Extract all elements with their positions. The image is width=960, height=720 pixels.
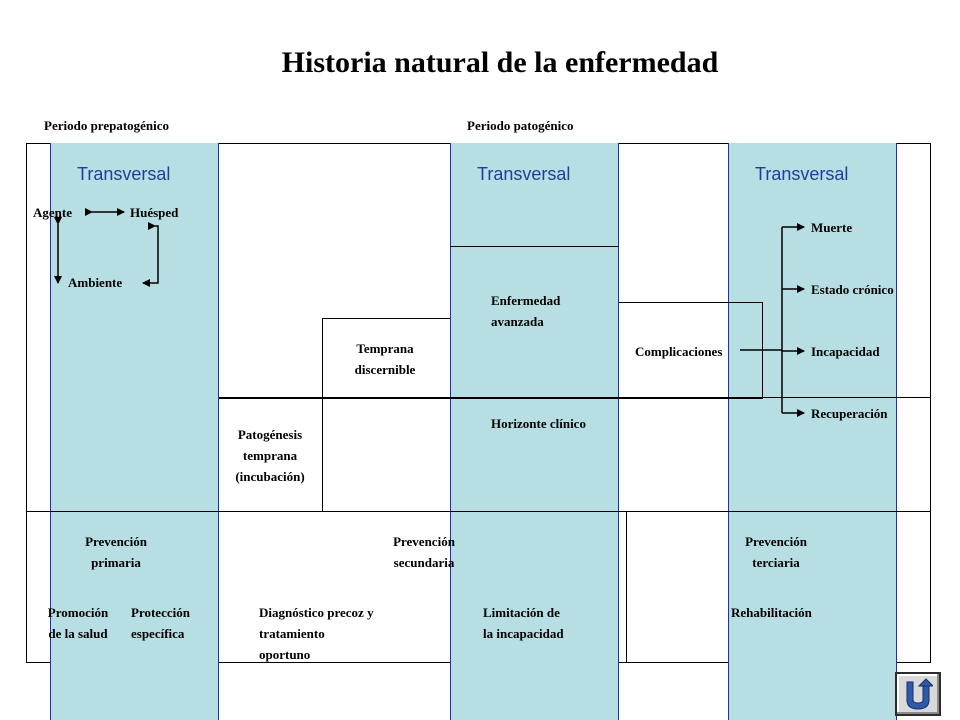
transversal-label-2: Transversal xyxy=(477,164,571,184)
triad-host: Huésped xyxy=(130,205,179,220)
stage-early-pathogenesis xyxy=(220,424,320,487)
outcome-chronic-state: Estado crónico xyxy=(811,282,894,297)
action-rehabilitation: Rehabilitación xyxy=(731,605,812,620)
stage-advanced-disease-line-1: Enfermedad xyxy=(491,293,561,308)
action-specific-protection xyxy=(131,602,190,644)
u-turn-return-icon xyxy=(903,678,933,712)
outcome-disability: Incapacidad xyxy=(811,344,880,359)
action-health-promotion-line-2: de la salud xyxy=(48,626,108,641)
stage-early-pathogenesis-line-2: temprana xyxy=(242,448,298,463)
prevention-primary-line-2: primaria xyxy=(91,555,141,570)
action-early-diagnosis xyxy=(259,602,374,665)
action-specific-protection-line-1: Protección xyxy=(131,605,190,620)
action-early-diagnosis-line-3: oportuno xyxy=(259,647,311,662)
pathogenic-period-label: Periodo patogénico xyxy=(467,118,574,133)
outcome-recovery: Recuperación xyxy=(811,406,888,421)
host-environment-arrow xyxy=(143,226,158,283)
stage-complications: Complicaciones xyxy=(635,344,723,359)
action-early-diagnosis-line-1: Diagnóstico precoz y xyxy=(259,605,374,620)
return-button[interactable] xyxy=(895,672,941,716)
stage-early-discernible xyxy=(335,338,435,380)
stage-advanced-disease xyxy=(491,290,560,332)
prevention-tertiary-line-1: Prevención xyxy=(745,534,807,549)
transversal-label-3: Transversal xyxy=(755,164,849,184)
action-health-promotion-line-1: Promoción xyxy=(47,605,109,620)
stage-early-discernible-line-2: discernible xyxy=(354,362,416,377)
prevention-primary xyxy=(66,531,166,573)
transversal-label-1: Transversal xyxy=(77,164,171,184)
stage-early-discernible-line-1: Temprana xyxy=(356,341,414,356)
prevention-primary-line-1: Prevención xyxy=(85,534,147,549)
stage-early-pathogenesis-line-3: (incubación) xyxy=(235,469,305,484)
prevention-secondary-line-1: Prevención xyxy=(393,534,455,549)
prevention-secondary-line-2: secundaria xyxy=(393,555,455,570)
action-disability-limitation-line-2: la incapacidad xyxy=(483,626,564,641)
prevention-tertiary xyxy=(726,531,826,573)
action-specific-protection-line-2: específica xyxy=(131,626,185,641)
prevention-secondary xyxy=(374,531,474,573)
prepathogenic-period-label: Periodo prepatogénico xyxy=(44,118,170,133)
clinical-horizon-label: Horizonte clínico xyxy=(491,416,586,431)
stage-early-pathogenesis-line-1: Patogénesis xyxy=(237,427,303,442)
prevention-tertiary-line-2: terciaria xyxy=(752,555,800,570)
outcome-death: Muerte xyxy=(811,220,853,235)
action-health-promotion xyxy=(33,602,123,644)
diagram-title: Historia natural de la enfermedad xyxy=(281,46,719,79)
action-early-diagnosis-line-2: tratamiento xyxy=(259,626,325,641)
action-disability-limitation-line-1: Limitación de xyxy=(483,605,560,620)
action-disability-limitation xyxy=(483,602,564,644)
triad-agent: Agente xyxy=(33,205,72,220)
stage-advanced-disease-line-2: avanzada xyxy=(491,314,544,329)
triad-environment: Ambiente xyxy=(68,275,123,290)
